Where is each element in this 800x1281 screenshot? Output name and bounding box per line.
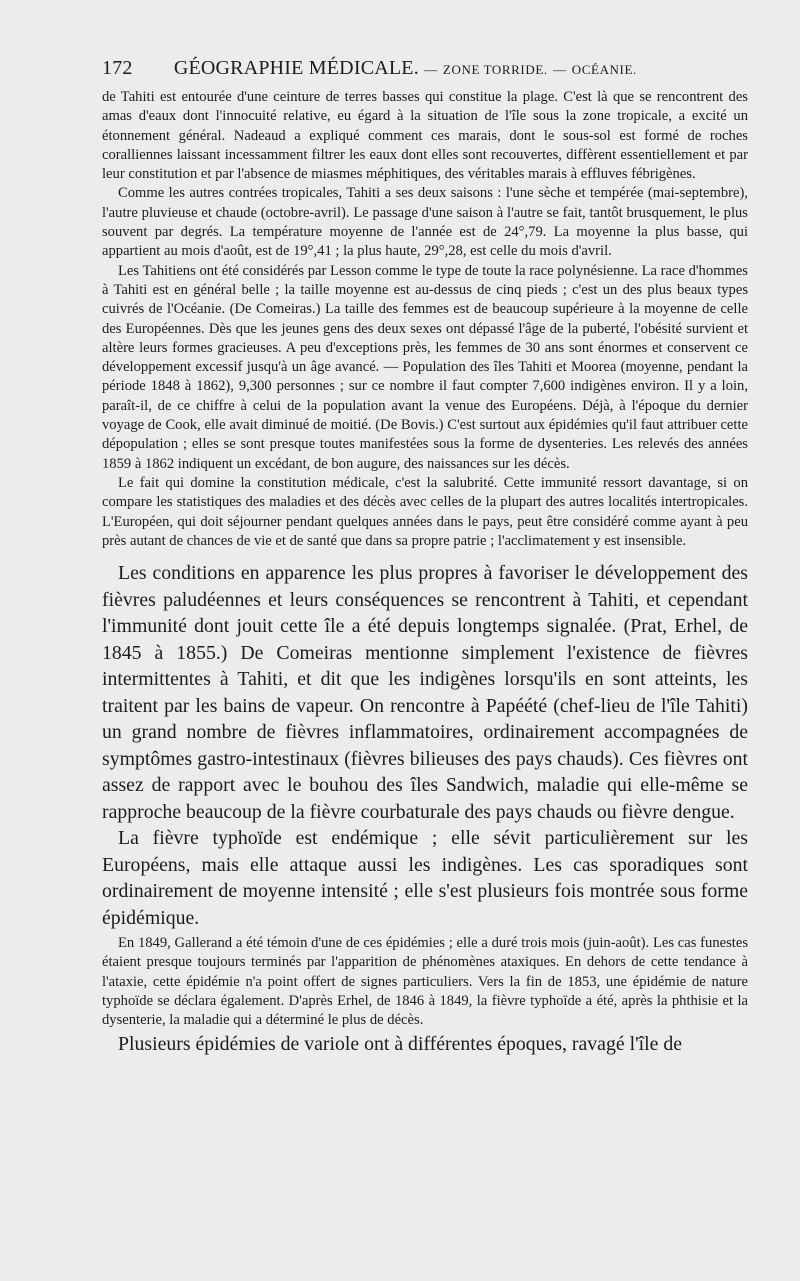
paragraph-population: Les Tahitiens ont été considérés par Lesson comme le type de toute la race polynésienne. La race d'hommes à Tahiti est en général belle ; la taille moyenne est au-dessus de cinq pieds ; c'est un des plus beaux types cuivrés de l'Océanie. (De Comeiras.) La taille des femmes est de beaucoup supérieure à la moyenne de celle des Européennes. Dès que les jeunes gens des deux sexes ont dépassé l'âge de la puberté, l'obésité survient et altère leurs formes gracieuses. A peu d'exceptions près, les femmes de 30 ans sont énormes et conservent ce développement excessif jusqu'à un âge avancé. — Population des îles Tahiti et Moorea (moyenne, pendant la période 1848 à 1862), 9,300 personnes ; sur ce nombre il faut compter 7,600 indigènes environ. Il y a loin, paraît-il, de ce chiffre à celui de la population avant la venue des Européens. Déjà, à l'époque du dernier voyage de Cook, elle avait diminué de moitié. (De Bovis.) C'est surtout aux épidémies qu'il faut attribuer cette dépopulation ; elles se sont presque toutes manifestées sous la forme de dysenteries. Les relevés des années 1859 à 1862 indiquent un excédant, de bon augure, des naissances sur les décès. (102, 262, 748, 472)
header-dash: — (424, 62, 438, 77)
paragraph-marais: de Tahiti est entourée d'une ceinture de terres basses qui constitue la plage. C'est là que se rencontrent des amas d'eaux dont l'innocuité relative, eu égard à la situation de l'île sous la zone tropicale, a excité un étonnement général. Nadeaud a expliqué comment ces marais, dont le sous-sol est formé de roches coralliennes laissant incessamment filtrer les eaux dont elles sont recouvertes, diffèrent essentiellement et par leur constitution et par l'absence de miasmes méphitiques, des véritables marais à effluves fébrigènes. (102, 89, 748, 183)
running-title: GÉOGRAPHIE MÉDICALE. (173, 57, 419, 79)
paragraph-saisons: Comme les autres contrées tropicales, Tahiti a ses deux saisons : l'une sèche et tempérée (mai-septembre), l'autre pluvieuse et chaude (octobre-avril). Le passage d'une saison à l'autre se fait, tantôt brusquement, le plus souvent par degrés. La température moyenne de l'année est de 24°,79. La moyenne la plus basse, qui appartient au mois d'août, est de 19°,41 ; la plus haute, 29°,28, est celle du mois d'avril. (102, 185, 748, 260)
paragraph-fievres-paludeennes: Les conditions en apparence les plus propres à favoriser le développement des fièvres paludéennes et leurs conséquences se rencontrent à Tahiti, et cependant l'immunité dont jouit cette île a été depuis longtemps signalée. (Prat, Erhel, de 1845 à 1855.) De Comeiras mentionne simplement l'existence de fièvres intermittentes à Tahiti, et dit que les indigènes lorsqu'ils en sont atteints, les traitent par les bains de vapeur. On rencontre à Papéété (chef-lieu de l'île Tahiti) un grand nombre de fièvres inflammatoires, ordinairement accompagnées de symptômes gastro-intestinaux (fièvres bilieuses des pays chauds). Ces fièvres ont assez de rapport avec le bouhou des îles Sandwich, maladie qui elle-même se rapproche beaucoup de la fièvre courbaturale des pays chauds ou fièvre dengue. (102, 562, 748, 823)
page-number: 172 (102, 57, 133, 79)
paragraph-variole: Plusieurs épidémies de variole ont à différentes époques, ravagé l'île de (118, 1032, 683, 1055)
header-region: OCÉANIE. (571, 62, 637, 77)
paragraph-salubrite: Le fait qui domine la constitution médicale, c'est la salubrité. Cette immunité ressort davantage, si on compare les statistiques des maladies et des décès avec celles de la plupart des autres localités intertropicales. L'Européen, qui doit séjourner pendant quelques années dans le pays, peut être considéré comme ayant à peu près autant de chances de vie et de santé que dans sa propre patrie ; l'acclimatement y est insensible. (102, 474, 748, 549)
header-zone: ZONE TORRIDE. (442, 62, 548, 77)
header-dash: — (552, 62, 567, 77)
page-header (102, 56, 762, 82)
page-body (102, 88, 748, 1057)
paragraph-fievre-typhoide: La fièvre typhoïde est endémique ; elle sévit particulièrement sur les Européens, mais elle attaque aussi les indigènes. Les cas sporadiques sont ordinairement de moyenne intensité ; elle s'est plusieurs fois montrée sous forme épidémique. (102, 827, 748, 929)
paragraph-epidemie-1849: En 1849, Gallerand a été témoin d'une de ces épidémies ; elle a duré trois mois (juin-août). Les cas funestes étaient presque toujours terminés par l'apparition de phénomènes ataxiques. En dehors de cette tendance à l'ataxie, cette épidémie n'a point offert de signes particuliers. Vers la fin de 1853, une épidémie de nature typhoïde se déclara également. D'après Erhel, de 1846 à 1849, la fièvre typhoïde a été, après la phthisie et la dysenterie, la maladie qui a déterminé le plus de décès. (102, 935, 748, 1029)
